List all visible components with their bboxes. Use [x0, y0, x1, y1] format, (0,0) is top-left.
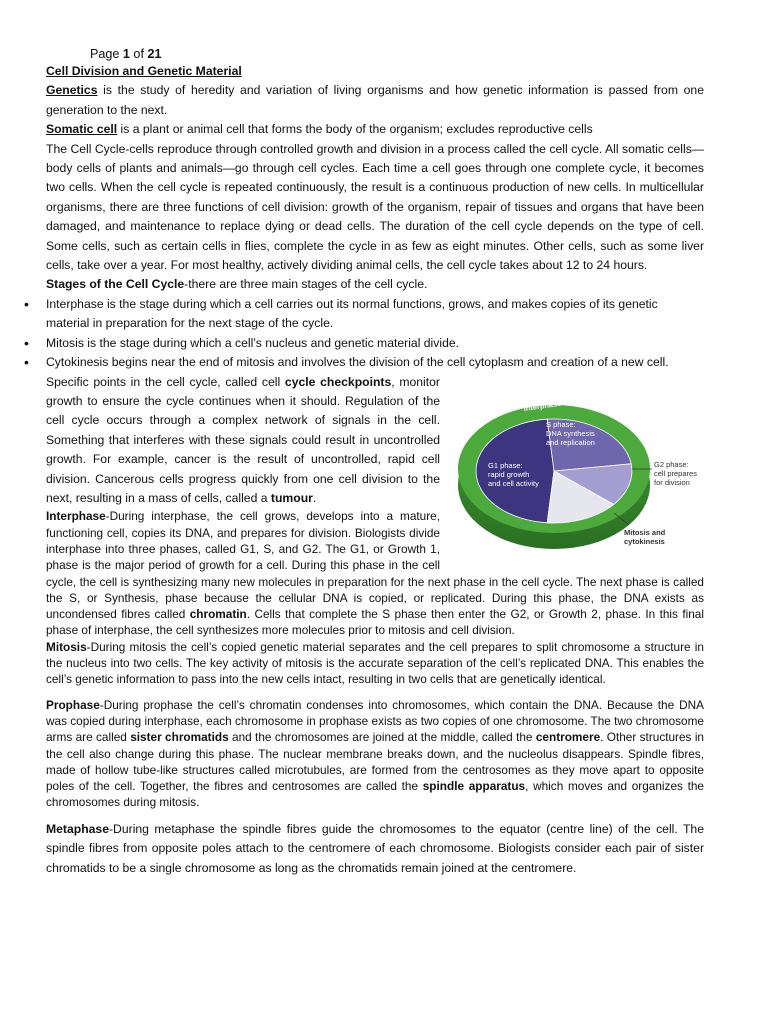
prophase-paragraph: Prophase-During prophase the cell’s chromatin condenses into chromosomes, which contain the DNA. Because the DNA was copied during interphase, each chromosome in prophase exists as two copies of one chromosome. The two chromosome arms are called sister chromatids and the chromosomes are joined at the middle, called the centromere. Other structures in the cell also change during this phase. The nuclear membrane breaks down, and the nucleolus disappears. Spindle fibres, made of hollow tube-like structures called microtubules, are formed from the centrosomes as they move apart to opposite poles of the cell. Together, the fibres and centrosomes are called the spindle apparatus, which moves and organizes the chromosomes during mitosis.: [46, 697, 704, 810]
list-item: • Cytokinesis begins near the end of mitosis and involves the division of the cell cytoplasm and creation of a new cell.: [46, 353, 704, 372]
g2-phase-label: G2 phase: cell prepares for division: [654, 459, 697, 487]
g1-phase-label: G1 phase: rapid growth and cell activity: [488, 460, 539, 488]
document-page: [46, 46, 704, 878]
page-number: Page 1 of 21: [90, 47, 162, 61]
list-item: • Interphase is the stage during which a cell carries out its normal functions, grows, and makes copies of its genetic material in preparation for the next stage of the cycle.: [46, 295, 704, 334]
s-phase-label: S phase: DNA synthesis and replication: [546, 419, 595, 447]
document-title: Cell Division and Genetic Material: [46, 64, 242, 78]
mitosis-paragraph: Mitosis-During mitosis the cell’s copied genetic material separates and the cell prepares to split chromosome a structure in the nucleus into two cells. The key activity of mitosis is the accurate separation of the cell’s replicated DNA. This enables the cell’s genetic information to pass into the new cells intact, resulting in two cells that are genetically identical.: [46, 639, 704, 687]
cell-cycle-paragraph: The Cell Cycle-cells reproduce through controlled growth and division in a process called the cell cycle. All somatic cells—body cells of plants and animals—go through cell cycles. Each time a cell goes through one complete cycle, it becomes two cells. When the cell cycle is repeated continuously, the result is a continuous production of new cells. In multicellular organisms, there are three functions of cell division: growth of the organism, repair of tissues and organs that have been damaged, and maintenance to replace dying or dead cells. The duration of the cell cycle depends on the type of cell. Some cells, such as certain cells in flies, complete the cycle in as few as eight minutes. Other cells, such as some liver cells, take over a year. For most healthy, actively dividing animal cells, the cell cycle takes about 12 to 24 hours.: [46, 141, 704, 273]
stages-heading: Stages of the Cell Cycle-there are three main stages of the cell cycle.: [46, 277, 428, 292]
stages-list: [46, 295, 704, 373]
list-item: • Mitosis is the stage during which a cell’s nucleus and genetic material divide.: [46, 334, 704, 353]
genetics-definition: Genetics is the study of heredity and variation of living organisms and how genetic information is passed from one generation to the next.: [46, 83, 704, 117]
mitosis-label: Mitosis and cytokinesis: [624, 527, 666, 546]
metaphase-paragraph: Metaphase-During metaphase the spindle fibres guide the chromosomes to the equator (centre line) of the cell. The spindle fibres from opposite poles attach to the centromere of each chromosome. Biologists consider each pair of sister chromatids to be a single chromosome as long as the chromatids remain joined at the centromere.: [46, 821, 704, 875]
interphase-paragraph: Interphase-During interphase, the cell grows, develops into a mature, functioning cell, copies its DNA, and prepares for division. Biologists divide interphase into three phases, called G1, S, and G2. The G1, or Growth 1, phase is the major period of growth for a cell. During this phase in the cell cycle, the cell is synthesizing many new molecules in preparation for the next phase in the cell cycle. The next phase is called the S, or Synthesis, phase because the cellular DNA is copied, or replicated. During this phase, the DNA exists as uncondensed fibres called chromatin. Cells that complete the S phase then enter the G2, or Growth 2, phase. In this final phase of interphase, the cell synthesizes more molecules prior to mitosis and cell division.: [46, 509, 704, 638]
cell-cycle-diagram: [454, 373, 704, 563]
somatic-cell-definition: Somatic cell is a plant or animal cell that forms the body of the organism; excludes reproductive cells: [46, 122, 593, 137]
checkpoints-paragraph: Specific points in the cell cycle, called cell cycle checkpoints, monitor growth to ensure the cycle continues when it should. Regulation of the cell cycle occurs through a complex network of signals in the cell. Something that interferes with these signals could result in uncontrolled growth. For example, cancer is the result of uncontrolled, rapid cell division. Cancerous cells progress quickly from one cell division to the next, resulting in a mass of cells, called a tumour.: [46, 374, 440, 505]
interphase-label: Interphase: [523, 398, 562, 413]
